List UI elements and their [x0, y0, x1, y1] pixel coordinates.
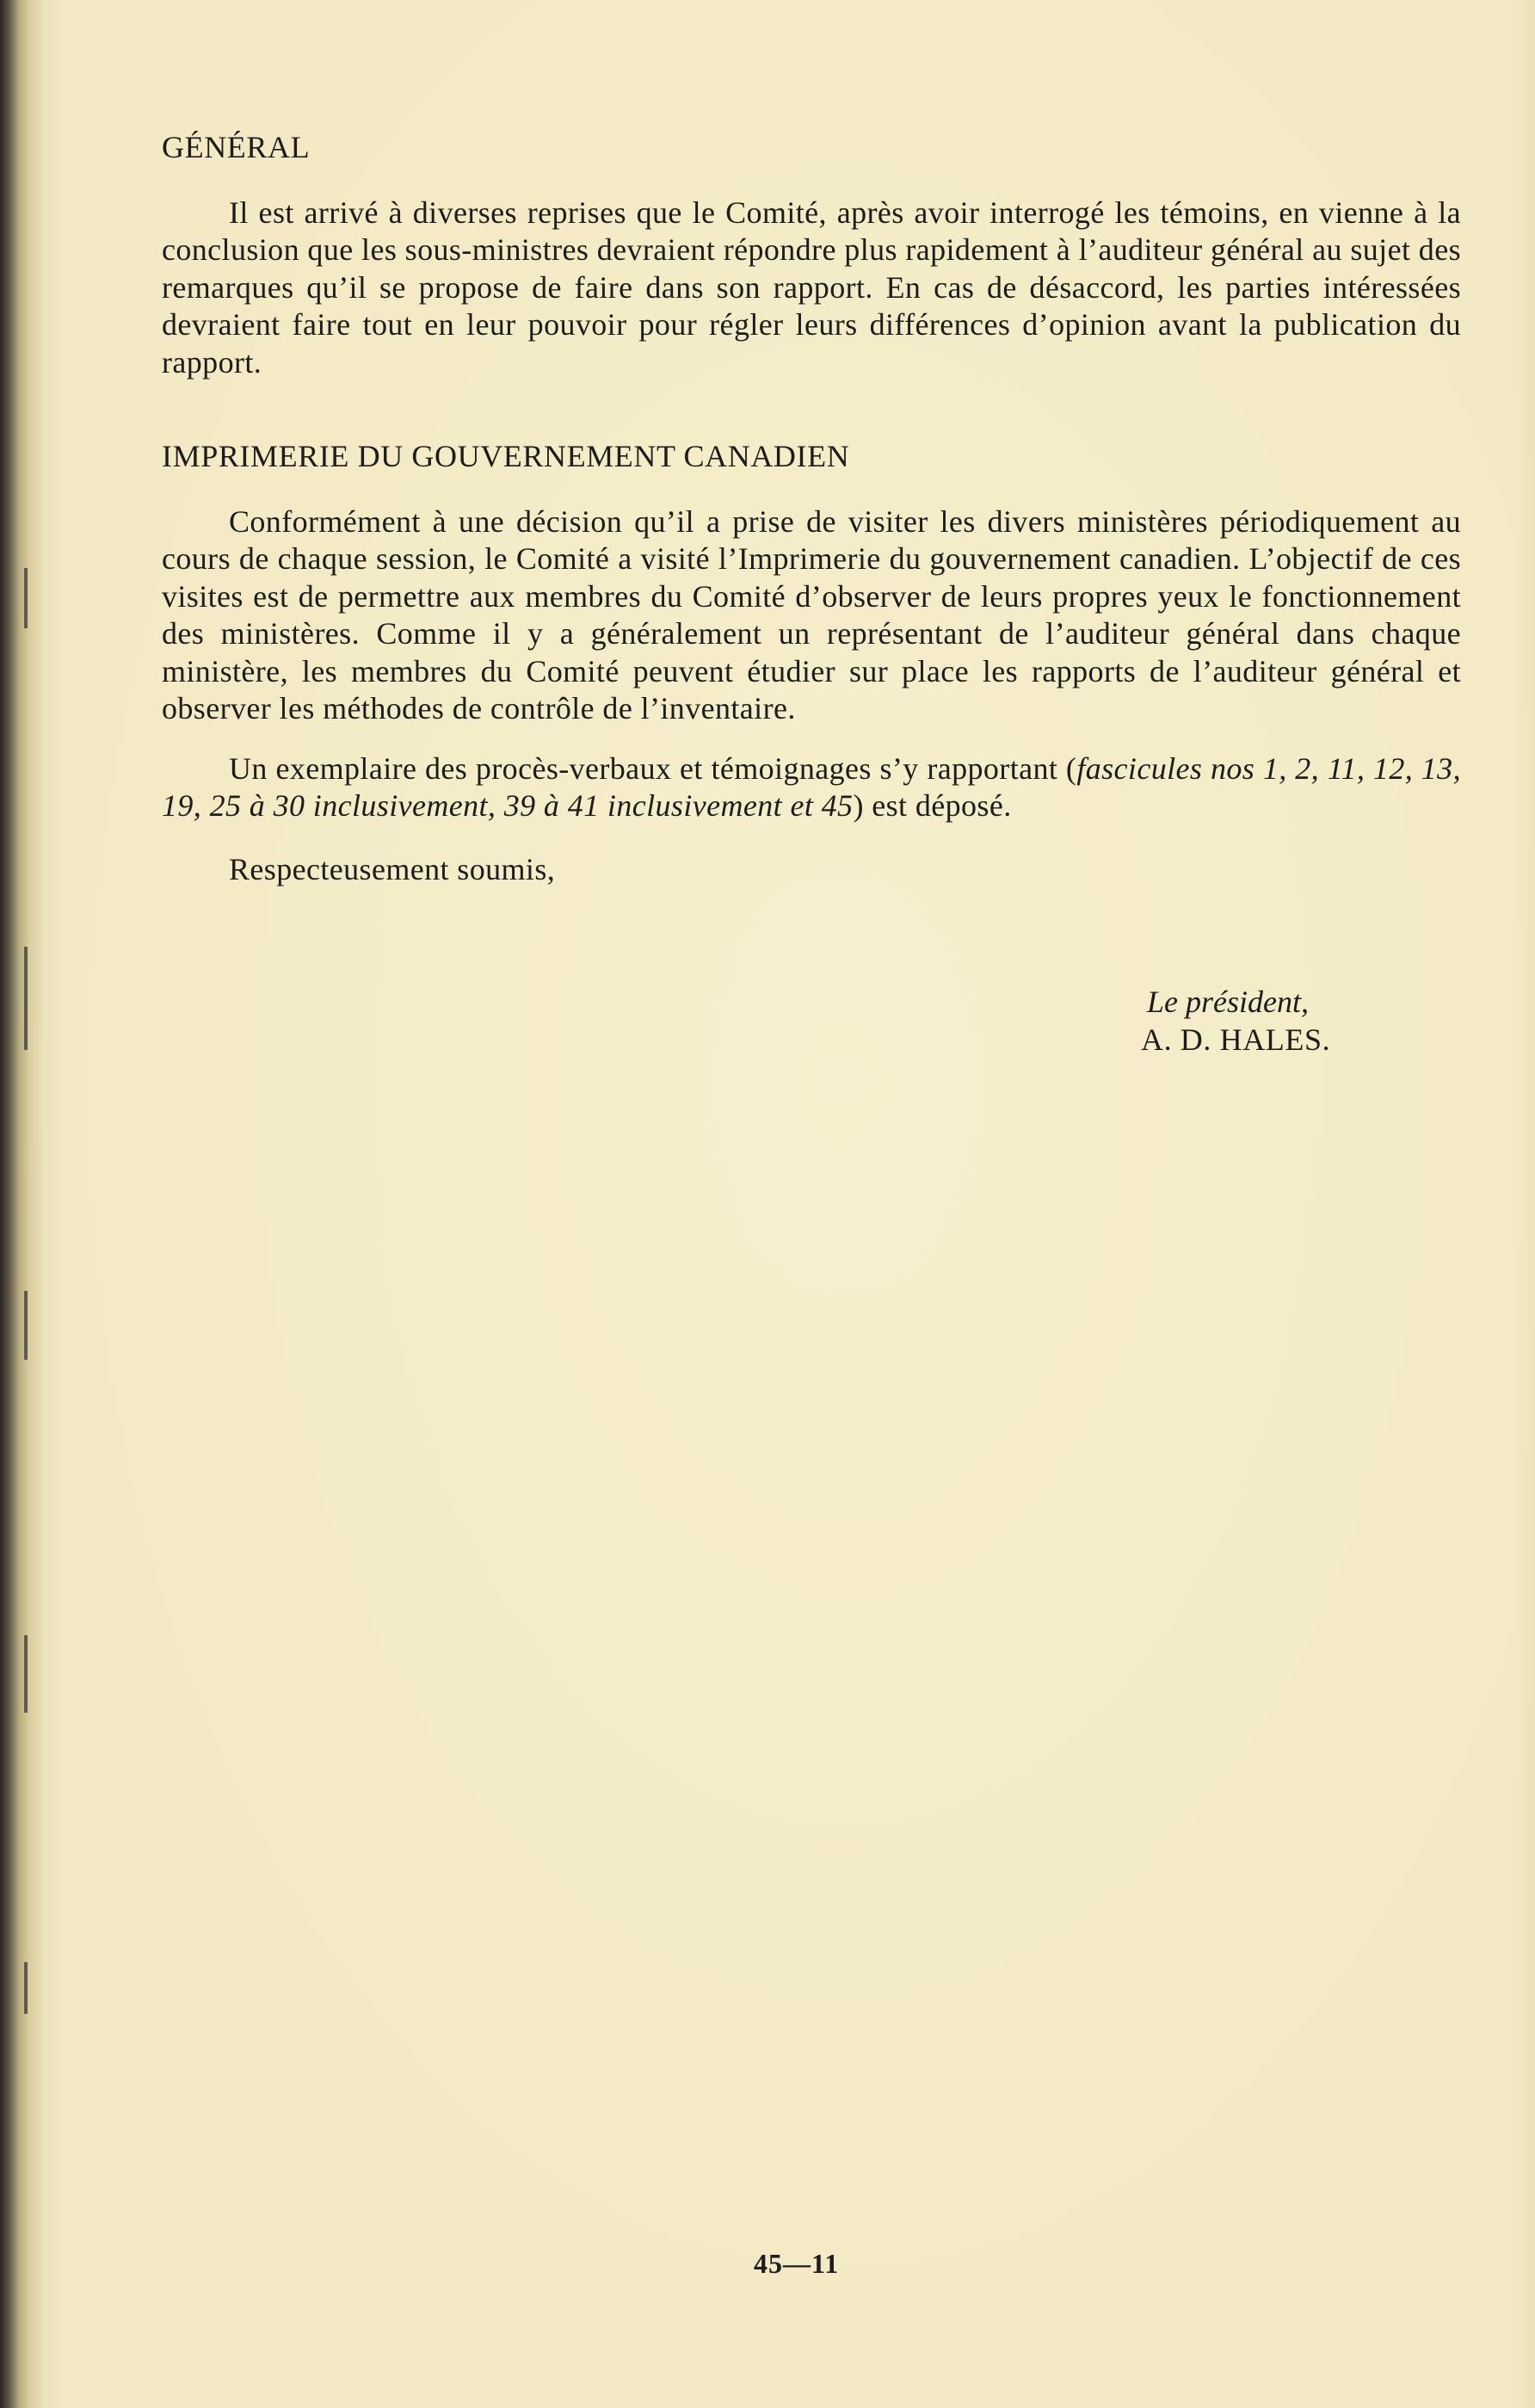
section-title-general: GÉNÉRAL [162, 130, 311, 164]
page-number: 45—11 [754, 2248, 840, 2279]
main-text [162, 129, 1461, 900]
binding-mark [24, 1962, 28, 2014]
signature-block [983, 983, 1330, 1059]
deposit-text-after: ) est déposé. [853, 788, 1012, 823]
deposit-text-before: Un exemplaire des procès-verbaux et témoignages s’y rapportant ( [229, 750, 1077, 786]
paragraph-general: Il est arrivé à diverses reprises que le Comité, après avoir interrogé les témoins, en vienne à la conclusion que les sous-ministres devraient répondre plus rapidement à l’auditeur général au sujet des remarques qu’il se propose de faire dans son rapport. En cas de désaccord, les parties intéressées devraient faire tout en leur pouvoir pour régler leurs différences d’opinion avant la publication du rapport. [162, 194, 1461, 380]
signature-name: A. D. HALES. [1141, 1022, 1331, 1057]
paragraph-imprimerie: Conformément à une décision qu’il a prise de visiter les divers ministères périodiquement au cours de chaque session, le Comité a visité l’Imprimerie du gouvernement canadien. L’objectif de ces visites est de permettre aux membres du Comité d’observer de leurs propres yeux le fonctionnement des ministères. Comme il y a généralement un représentant de l’auditeur général dans chaque ministère, les membres du Comité peuvent étudier sur place les rapports de l’auditeur général et observer les méthodes de contrôle de l’inventaire. [162, 503, 1461, 725]
closing-line: Respecteusement soumis, [229, 851, 556, 886]
paragraph-deposit [162, 750, 1461, 825]
signature-title: Le président, [1147, 985, 1309, 1019]
binding-mark [24, 947, 28, 1050]
deposit-fascicules: fascicules nos 1, 2, 11, 12, 13, 19, 25 à 30 inclusivement, 39 à 41 inclusivement et 45 [162, 750, 1461, 823]
binding-mark [24, 568, 28, 628]
binding-mark [24, 1635, 28, 1713]
section-title-imprimerie: IMPRIMERIE DU GOUVERNEMENT CANADIEN [162, 439, 850, 473]
binding-mark [24, 1291, 28, 1360]
